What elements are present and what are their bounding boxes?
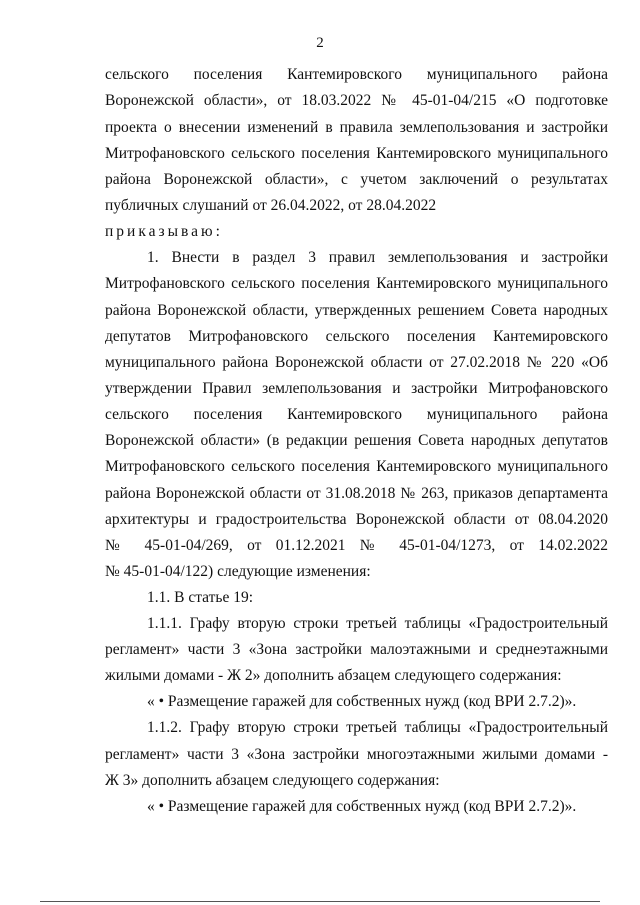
text-line: 1.1.2. Графу вторую строки третьей таблицы «Градостроительный (147, 719, 608, 736)
text-line: регламент» части 3 «Зона застройки многоэтажными жилыми домами - (105, 746, 608, 763)
text-line: архитектуры и градостроительства Воронежской области от 08.04.2020 (105, 511, 608, 528)
text-line: Воронежской области» (в редакции решения Совета народных депутатов (105, 432, 608, 449)
text-line: района Воронежской области от 31.08.2018 № 263, приказов департамента (105, 485, 608, 502)
section-heading: 1.1. В статье 19: (147, 589, 254, 606)
text-line: 1. Внести в раздел 3 правил землепользования и застройки (147, 249, 608, 266)
text-line: проекта о внесении изменений в правила землепользования и застройки (105, 119, 608, 136)
text-line: утверждении Правил землепользования и застройки Митрофановского (105, 380, 608, 397)
text-line: сельского поселения Кантемировского муниципального района (105, 66, 608, 83)
text-line: Ж 3» дополнить абзацем следующего содержания: (105, 772, 440, 789)
text-line: сельского поселения Кантемировского муниципального района (105, 406, 608, 423)
page-bottom-rule (40, 901, 600, 902)
quoted-addition: « • Размещение гаражей для собственных нужд (код ВРИ 2.7.2)». (147, 693, 577, 710)
text-line: Митрофановского сельского поселения Кантемировского муниципального (105, 458, 608, 475)
text-line: Митрофановского сельского поселения Кантемировского муниципального (105, 145, 608, 162)
text-line: № 45-01-04/269, от 01.12.2021 № 45-01-04/1273, от 14.02.2022 (105, 537, 608, 554)
text-line: депутатов Митрофановского сельского поселения Кантемировского (105, 328, 608, 345)
text-line: района Воронежской области», с учетом заключений о результатах (105, 171, 608, 188)
text-line: № 45-01-04/122) следующие изменения: (105, 563, 371, 580)
text-line: Митрофановского сельского поселения Кантемировского муниципального (105, 275, 608, 292)
text-line: 1.1.1. Графу вторую строки третьей таблицы «Градостроительный (147, 615, 608, 632)
text-line: района Воронежской области, утвержденных решением Совета народных (105, 302, 608, 319)
text-line: Воронежской области», от 18.03.2022 № 45-01-04/215 «О подготовке (105, 92, 608, 109)
quoted-addition: « • Размещение гаражей для собственных нужд (код ВРИ 2.7.2)». (147, 798, 577, 815)
text-line: публичных слушаний от 26.04.2022, от 28.04.2022 (105, 197, 437, 214)
text-line: жилыми домами - Ж 2» дополнить абзацем следующего содержания: (105, 667, 562, 684)
text-line: муниципального района Воронежской области от 27.02.2018 № 220 «Об (105, 354, 608, 371)
order-heading: приказываю: (105, 223, 223, 240)
text-line: регламент» части 3 «Зона застройки малоэтажными и среднеэтажными (105, 641, 608, 658)
page-number: 2 (316, 35, 324, 51)
